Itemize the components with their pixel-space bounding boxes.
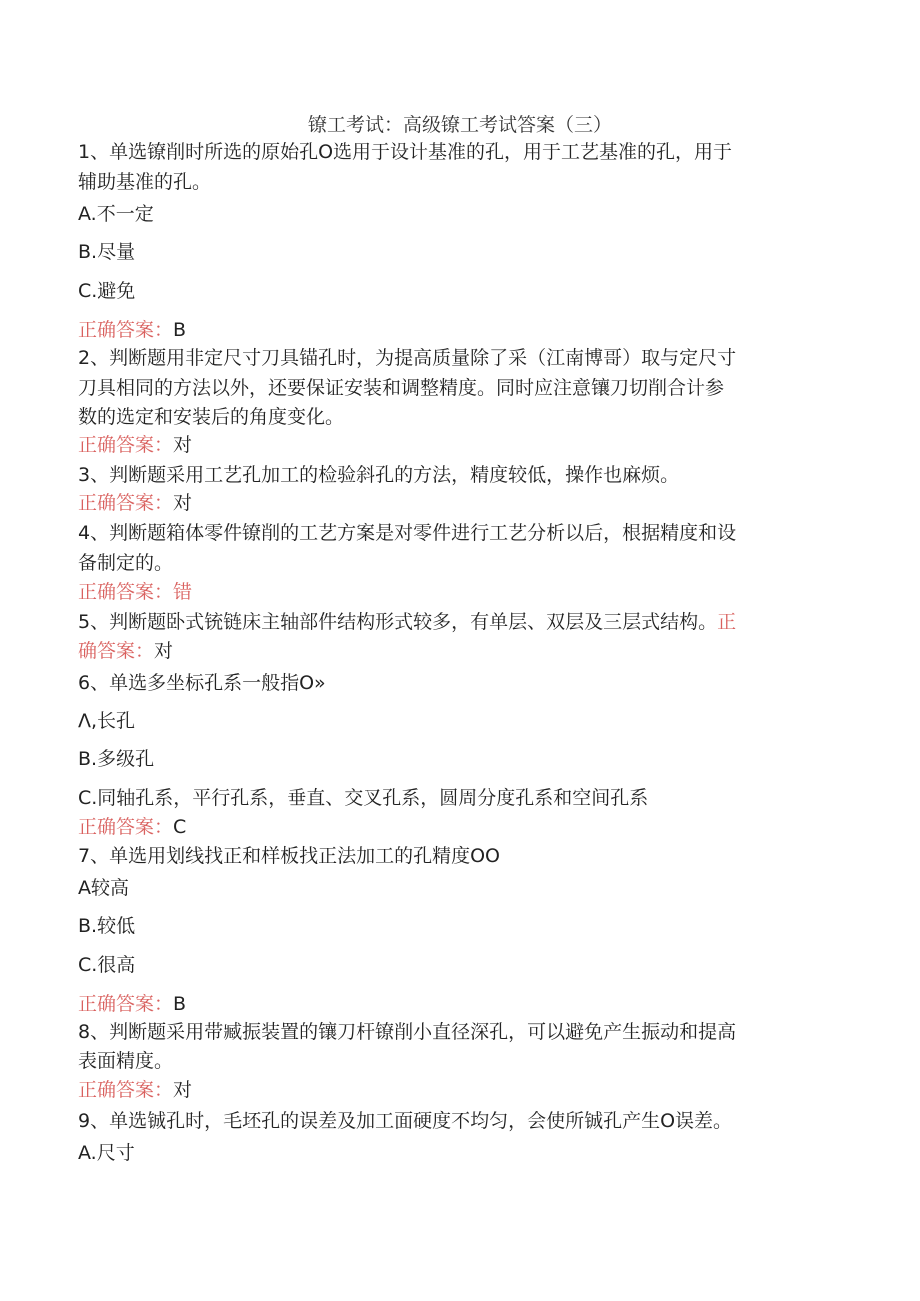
question-7-option-b: B.较低	[78, 915, 136, 937]
question-5-line-1	[78, 610, 736, 634]
question-6-option-c: C.同轴孔系，平行孔系，垂直、交叉孔系，圆周分度孔系和空间孔系	[78, 787, 649, 809]
answer-label-part-2: 确答案：	[78, 640, 155, 662]
question-1-option-c: C.避免	[78, 280, 136, 302]
question-2-answer	[78, 433, 192, 457]
question-1-option-b: B.尽量	[78, 241, 136, 263]
question-4-line-2: 备制定的。	[78, 552, 174, 574]
question-2-line-2: 刀具相同的方法以外，还要保证安装和调整精度。同时应注意镶刀切削合计参	[78, 377, 725, 399]
page-title: 镣工考试：高级镣工考试答案（三）	[307, 114, 612, 136]
question-8-line-2: 表面精度。	[78, 1050, 174, 1072]
question-6-answer	[78, 815, 186, 839]
question-2-line-1: 2、判断题用非定尺寸刀具锚孔时，为提高质量除了采（江南博哥）取与定尺寸	[78, 347, 737, 369]
question-6-option-b: B.多级孔	[78, 748, 155, 770]
answer-value: 对	[173, 434, 193, 456]
question-2-line-3: 数的选定和安装后的角度变化。	[78, 406, 345, 428]
question-7-option-c: C.很高	[78, 954, 136, 976]
answer-label: 正确答案：	[78, 1079, 174, 1101]
question-1-line-1: 1、单选镣削时所选的原始孔O选用于设计基准的孔，用于工艺基准的孔，用于	[78, 141, 733, 163]
answer-label: 正确答案：	[78, 993, 174, 1015]
question-3-line-1: 3、判断题采用工艺孔加工的检验斜孔的方法，精度较低，操作也麻烦。	[78, 464, 680, 486]
question-1-answer	[78, 318, 186, 342]
answer-value: B	[173, 319, 187, 341]
question-9-line-1: 9、单选铖孔时，毛坯孔的误差及加工面硬度不均匀，会使所铖孔产生O误差。	[78, 1110, 733, 1132]
answer-label: 正确答案：	[78, 319, 174, 341]
answer-value: 对	[173, 492, 193, 514]
answer-label: 正确答案：	[78, 816, 174, 838]
question-6-option-a: Λ,长孔	[78, 710, 136, 732]
question-5-answer	[78, 639, 173, 663]
question-8-line-1: 8、判断题采用带臧振装置的镶刀杆镣削小直径深孔，可以避免产生振动和提高	[78, 1021, 737, 1043]
question-8-answer	[78, 1078, 192, 1102]
answer-label-part-1: 正	[717, 611, 737, 633]
answer-value: B	[173, 993, 187, 1015]
answer-label: 正确答案：	[78, 434, 174, 456]
question-5-text: 5、判断题卧式铳链床主轴部件结构形式较多，有单层、双层及三层式结构。	[78, 611, 718, 633]
answer-label: 正确答案：	[78, 492, 174, 514]
question-4-answer	[78, 580, 192, 604]
question-3-answer	[78, 491, 192, 515]
answer-value: 对	[154, 640, 174, 662]
answer-label: 正确答案：	[78, 581, 174, 603]
question-7-answer	[78, 992, 186, 1016]
question-1-line-2: 辅助基准的孔。	[78, 171, 212, 193]
answer-value: 对	[173, 1079, 193, 1101]
answer-value: C	[173, 816, 187, 838]
question-7-option-a: A较高	[78, 877, 129, 899]
question-9-option-a: A.尺寸	[78, 1142, 135, 1164]
question-6-line-1: 6、单选多坐标孔系一般指O»	[78, 672, 326, 694]
question-7-line-1: 7、单选用划线找正和样板找正法加工的孔精度OO	[78, 845, 500, 867]
question-4-line-1: 4、判断题箱体零件镣削的工艺方案是对零件进行工艺分析以后，根据精度和设	[78, 522, 737, 544]
question-1-option-a: A.不一定	[78, 203, 154, 225]
answer-value: 错	[173, 581, 193, 603]
